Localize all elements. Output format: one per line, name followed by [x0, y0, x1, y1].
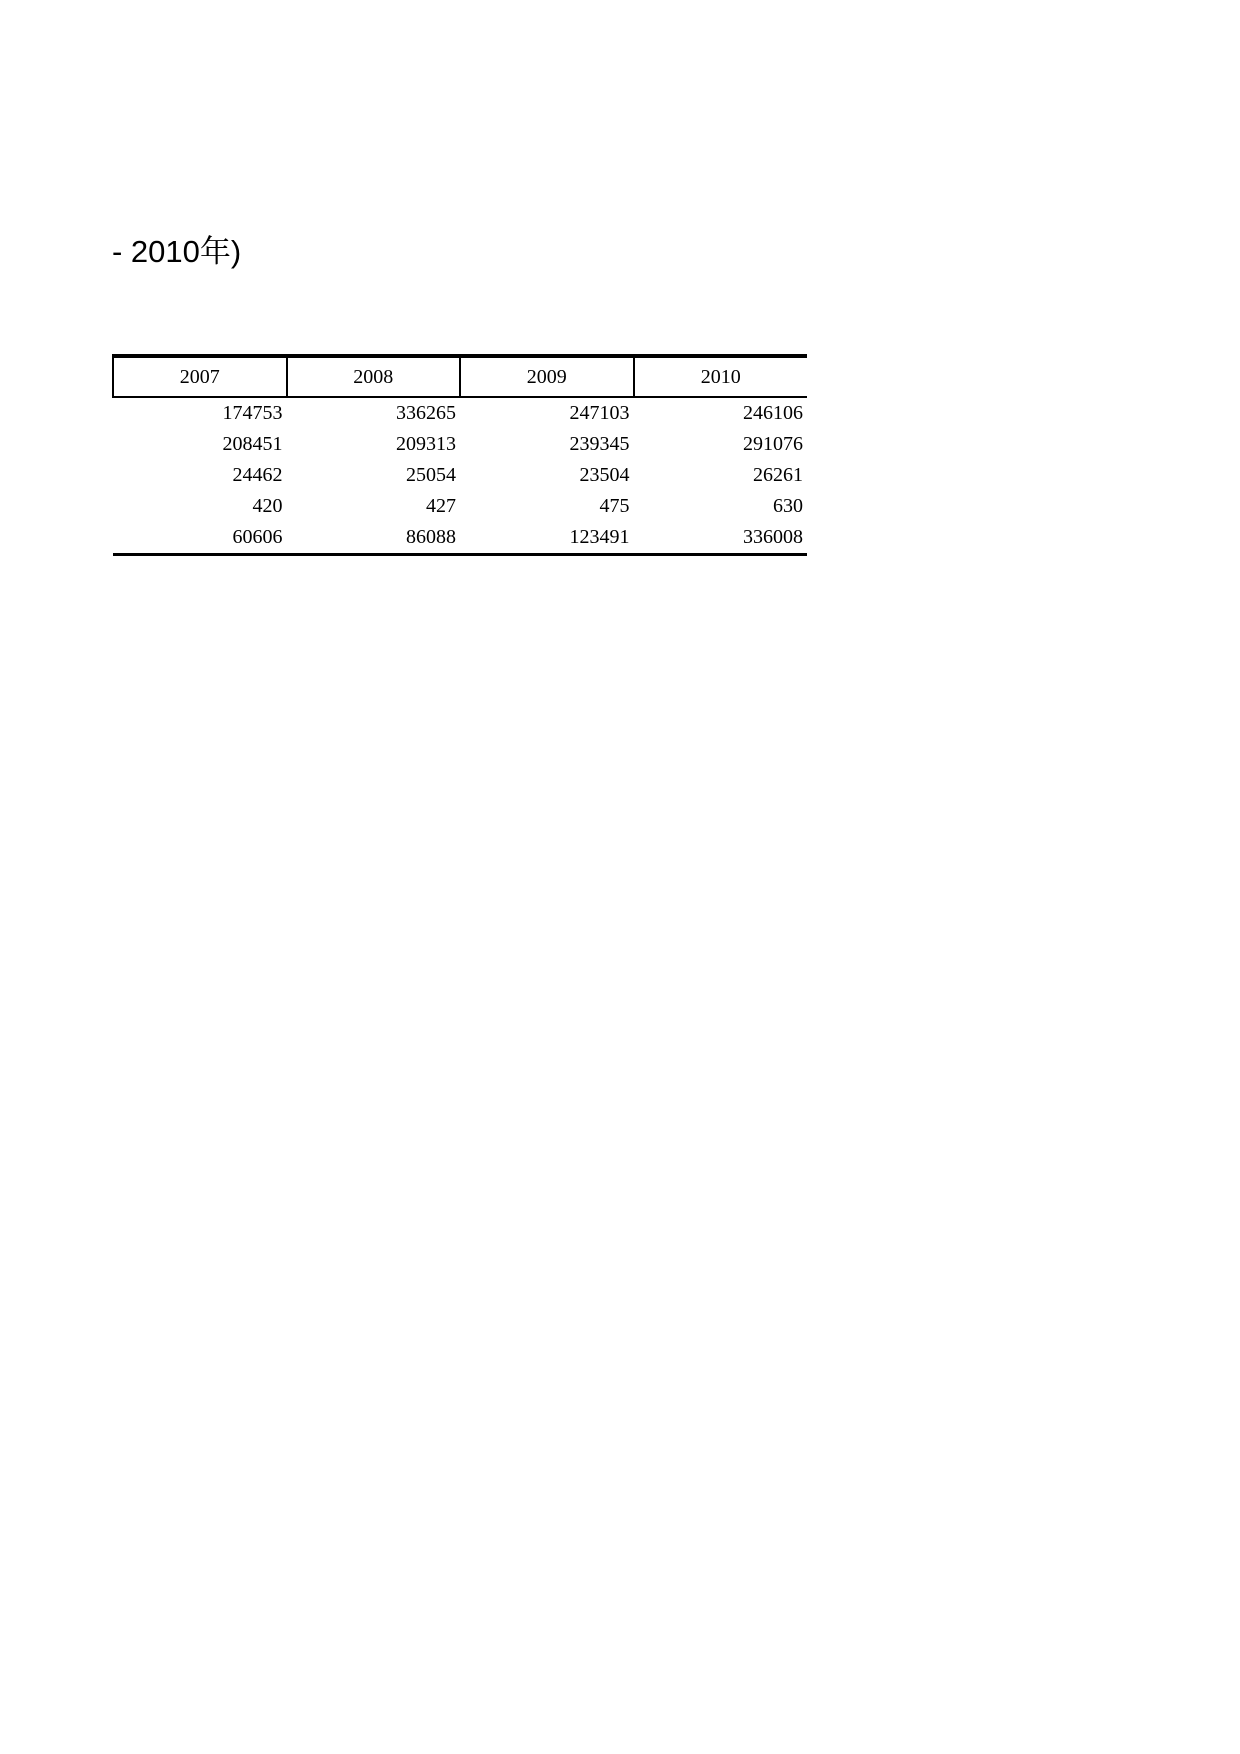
- table-cell: 420: [252, 495, 283, 517]
- table-cell: 86088: [287, 522, 461, 555]
- table-cell: 174753: [222, 402, 283, 424]
- table-cell: 23504: [579, 464, 630, 486]
- table-cell: 247103: [569, 402, 630, 424]
- table-row: [113, 491, 807, 522]
- table-cell: 26261: [753, 464, 803, 486]
- table-header-row: [113, 356, 807, 397]
- table-cell: 25054: [406, 464, 456, 486]
- column-header-2008: 2008: [287, 356, 461, 397]
- table-cell: 60606: [113, 522, 287, 555]
- table-cell: 239345: [569, 433, 630, 455]
- table-cell: 336265: [396, 402, 456, 424]
- table-cell: 475: [599, 495, 630, 517]
- table-row: [113, 522, 807, 555]
- table-row: [113, 429, 807, 460]
- column-header-2010: 2010: [634, 356, 808, 397]
- data-table: [112, 354, 807, 556]
- table-cell: 336008: [634, 522, 808, 555]
- table-cell: 427: [426, 495, 456, 517]
- table-cell: 208451: [222, 433, 283, 455]
- page-title: - 2010年): [112, 234, 242, 269]
- table-cell: 291076: [743, 433, 803, 455]
- table-row: [113, 460, 807, 491]
- table-cell: 209313: [396, 433, 456, 455]
- column-header-2009: 2009: [460, 356, 634, 397]
- table-row: [113, 397, 807, 429]
- table-cell: 246106: [743, 402, 803, 424]
- table-cell: 630: [773, 495, 803, 517]
- column-header-2007: 2007: [113, 356, 287, 397]
- table-cell: 24462: [232, 464, 283, 486]
- table-cell: 123491: [460, 522, 634, 555]
